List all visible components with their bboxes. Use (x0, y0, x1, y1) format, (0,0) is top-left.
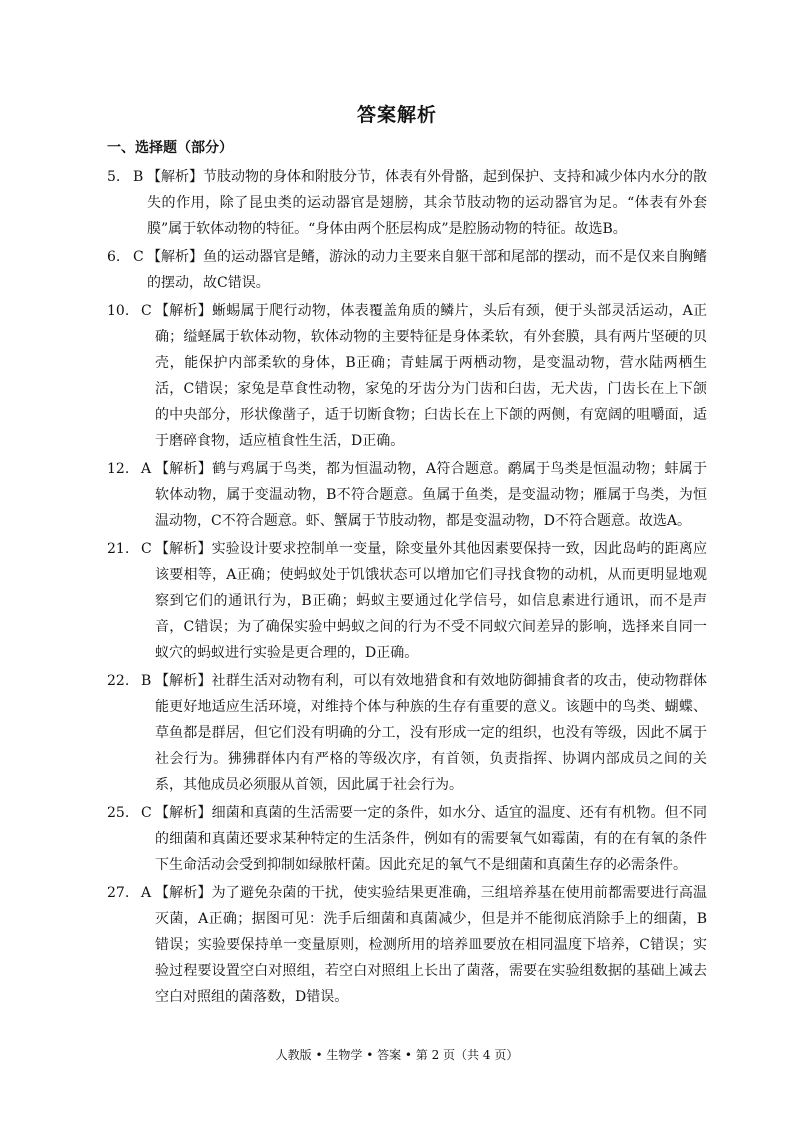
section-heading: 一、选择题（部分） (107, 140, 233, 156)
explanation-text: 【解析】社群生活对动物有利，可以有效地猎食和有效地防御捕食者的攻击，使动物群体能更好地适应生活环境，对维持个体与种族的生存有重要的意义。该题中的鸟类、蝴蝶、草鱼都是群居，但它们没有明确的分工，没有形成一定的组织，也没有等级，因此不属于社会行为。狒狒群体内有严格的等级次序，有首领，负责指挥、协调内部成员之间的关系，其他成员必须服从首领，因此属于社会行为。 (155, 673, 707, 793)
question-number: 6. (107, 249, 121, 265)
explanation-text: 【解析】节肢动物的身体和附肢分节，体表有外骨骼，起到保护、支持和减少体内水分的散失的作用，除了昆虫类的运动器官是翅膀，其余节肢动物的运动器官为足。“体表有外套膜”属于软体动物的特征。“身体由两个胚层构成”是腔肠动物的特征。故选B。 (147, 169, 707, 237)
answer-item (107, 298, 707, 454)
answer-item (107, 536, 707, 666)
page-footer: 人教版 • 生物学 • 答案 • 第 2 页（共 4 页） (275, 1048, 519, 1062)
question-number: 27. (107, 885, 130, 901)
answer-letter: A (141, 885, 152, 901)
answer-item (107, 456, 707, 534)
answer-letter: A (141, 461, 152, 477)
explanation-text: 【解析】鱼的运动器官是鳍，游泳的动力主要来自躯干部和尾部的摆动，而不是仅来自胸鳍的摆动，故C错误。 (147, 249, 707, 291)
answer-item (107, 244, 707, 296)
question-number: 21. (107, 541, 130, 557)
answer-letter: B (141, 673, 152, 689)
answer-letter: C (141, 541, 152, 557)
answer-list (107, 164, 707, 1012)
explanation-text: 【解析】实验设计要求控制单一变量，除变量外其他因素要保持一致，因此岛屿的距离应该要相等，A正确；使蚂蚁处于饥饿状态可以增加它们寻找食物的动机，从而更明显地观察到它们的通讯行为，B正确；蚂蚁主要通过化学信号，如信息素进行通讯，而不是声音，C错误；为了确保实验中蚂蚁之间的行为不受不同蚁穴间差异的影响，选择来自同一蚁穴的蚂蚁进行实验是更合理的，D正确。 (155, 541, 707, 661)
explanation-text: 【解析】蜥蜴属于爬行动物，体表覆盖角质的鳞片，头后有颈，便于头部灵活运动，A正确；缢蛏属于软体动物，软体动物的主要特征是身体柔软，有外套膜，具有两片坚硬的贝壳，能保护内部柔软的身体，B正确；青蛙属于两栖动物，是变温动物，营水陆两栖生活，C错误；家兔是草食性动物，家兔的牙齿分为门齿和臼齿，无犬齿，门齿长在上下颌的中央部分，形状像凿子，适于切断食物；臼齿长在上下颌的两侧，有宽阔的咀嚼面，适于磨碎食物，适应植食性生活，D正确。 (155, 303, 707, 449)
question-number: 25. (107, 805, 130, 821)
explanation-text: 【解析】为了避免杂菌的干扰，使实验结果更准确，三组培养基在使用前都需要进行高温灭菌，A正确；据图可见：洗手后细菌和真菌减少，但是并不能彻底消除手上的细菌，B错误；实验要保持单一变量原则，检测所用的培养皿要放在相同温度下培养，C错误；实验过程要设置空白对照组，若空白对照组上长出了菌落，需要在实验组数据的基础上减去空白对照组的菌落数，D错误。 (155, 885, 707, 1005)
answer-item (107, 164, 707, 242)
answer-letter: B (133, 169, 144, 185)
question-number: 12. (107, 461, 130, 477)
question-number: 10. (107, 303, 130, 319)
answer-item (107, 880, 707, 1010)
explanation-text: 【解析】细菌和真菌的生活需要一定的条件，如水分、适宜的温度、还有有机物。但不同的细菌和真菌还要求某种特定的生活条件，例如有的需要氧气如霉菌，有的在有氧的条件下生命活动会受到抑制如绿脓杆菌。因此充足的氧气不是细菌和真菌生存的必需条件。 (155, 805, 707, 873)
answer-item (107, 800, 707, 878)
explanation-text: 【解析】鹤与鸡属于鸟类，都为恒温动物，A符合题意。鹬属于鸟类是恒温动物；蚌属于软体动物，属于变温动物，B不符合题意。鱼属于鱼类，是变温动物；雁属于鸟类，为恒温动物，C不符合题意。虾、蟹属于节肢动物，都是变温动物，D不符合题意。故选A。 (155, 461, 707, 529)
answer-letter: C (141, 805, 152, 821)
page-title: 答案解析 (356, 104, 437, 126)
question-number: 5. (107, 169, 121, 185)
answer-letter: C (133, 249, 144, 265)
answer-letter: C (141, 303, 152, 319)
answer-item (107, 668, 707, 798)
question-number: 22. (107, 673, 130, 689)
